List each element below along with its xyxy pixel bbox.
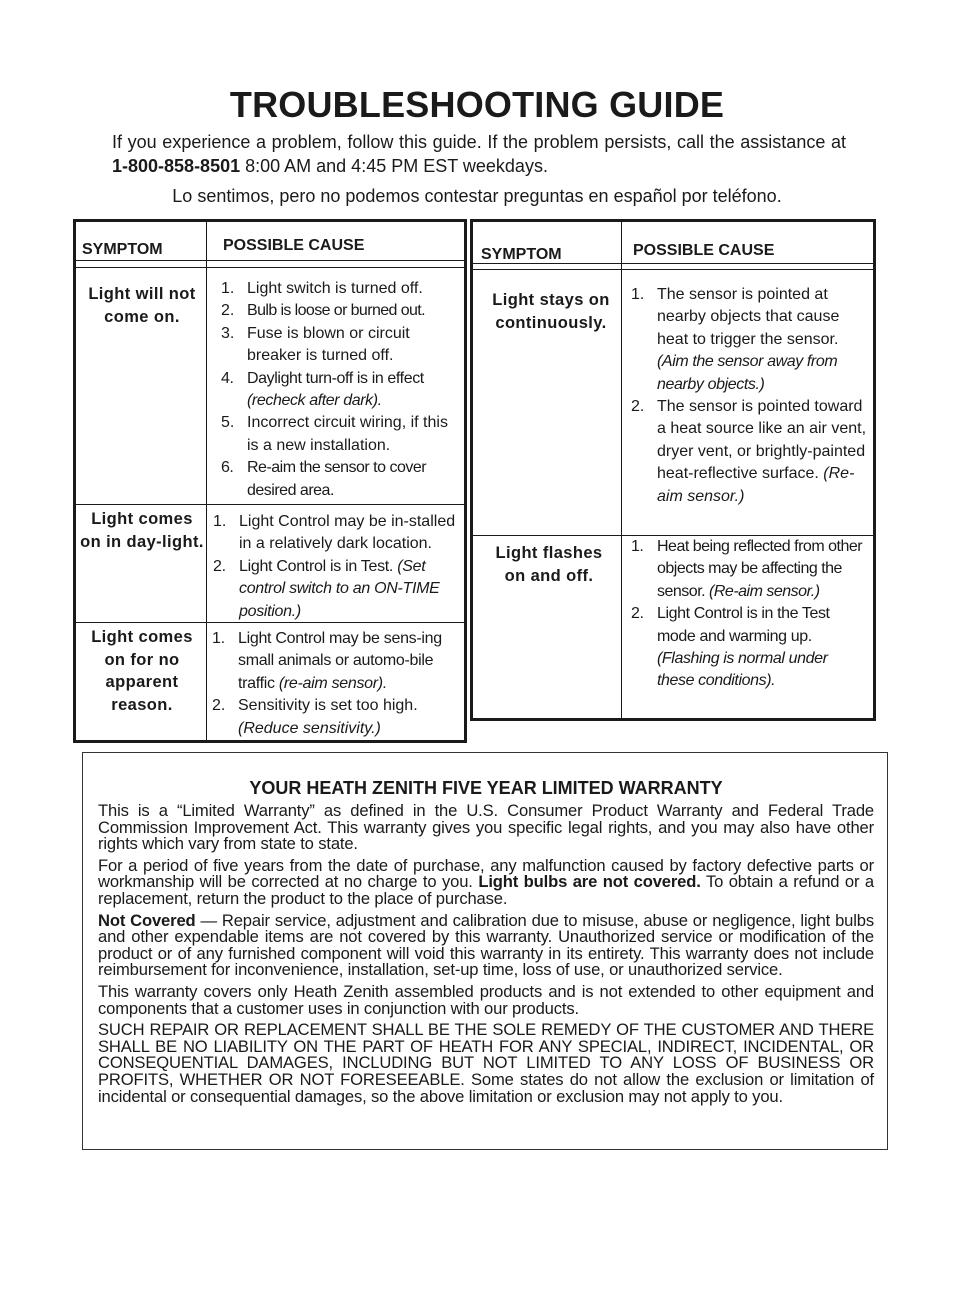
- left-cause-header: POSSIBLE CAUSE: [223, 237, 365, 254]
- list-item: 3. Fuse is blown or circuit breaker is turned off.: [221, 324, 410, 365]
- right-column-divider: [621, 222, 622, 718]
- left-troubleshooting-table: [73, 219, 467, 743]
- list-item: 1. Light Control may be sens-ing small animals or automo-bile traffic (re-aim sensor).: [212, 630, 442, 692]
- intro-text: If you experience a problem, follow this guide. If the problem persists, call the assistance at: [112, 132, 846, 152]
- left-header-rule-2: [76, 267, 464, 268]
- warranty-paragraph-5: SUCH REPAIR OR REPLACEMENT SHALL BE THE SOLE REMEDY OF THE CUSTOMER AND THERE SHALL BE NO LIABILITY ON THE PART OF HEATH FOR ANY SPECIAL, INDIRECT, INCIDENTAL, OR CONSEQUENTIAL DAMAGES, INCLUDING BUT NOT LIMITED TO ANY LOSS OF BUSINESS OR PROFITS, WHETHER OR NOT FORESEEABLE. Some states do not allow the exclusion or limitation of incidental or consequential damages, so the above limitation or exclusion may not apply to you.: [98, 1020, 874, 1106]
- intro-hours: 8:00 AM and 4:45 PM EST weekdays.: [240, 156, 548, 176]
- spanish-note: Lo sentimos, pero no podemos contestar preguntas en español por teléfono.: [172, 186, 782, 206]
- intro-paragraph: [112, 130, 846, 178]
- right-header-rule-2: [473, 269, 873, 270]
- list-item: 2. Light Control is in Test. (Set control switch to an ON-TIME position.): [213, 557, 440, 620]
- list-item: 1. Light Control may be in-stalled in a relatively dark location.: [213, 513, 456, 553]
- list-item: 5. Incorrect circuit wiring, if this is a new installation.: [221, 414, 448, 454]
- list-item: 1. Heat being reflected from other objects may be affecting the sensor. (Re-aim sensor.): [631, 538, 863, 600]
- causes-light-will-not-come-on: [221, 278, 457, 502]
- list-item: 2. Bulb is loose or burned out.: [221, 302, 425, 320]
- causes-light-comes-on-for-no-reason: [212, 628, 460, 740]
- list-item: 2. Light Control is in the Test mode and warming up. (Flashing is normal under these conditions).: [631, 605, 830, 690]
- left-symptom-header: SYMPTOM: [82, 241, 163, 258]
- list-item: 2. Sensitivity is set too high. (Reduce sensitivity.): [212, 697, 418, 737]
- left-column-divider: [206, 222, 207, 740]
- bulbs-not-covered: Light bulbs are not covered.: [478, 872, 701, 892]
- left-row-rule-1: [76, 504, 464, 505]
- symptom-light-comes-on-for-no-reason: Light comes on for no apparent reason.: [91, 628, 193, 714]
- right-cause-header: POSSIBLE CAUSE: [633, 242, 775, 259]
- phone-number: 1-800-858-8501: [112, 156, 241, 176]
- not-covered-label: Not Covered: [98, 910, 196, 930]
- symptom-light-comes-on-in-daylight: Light comes on in day-light.: [80, 510, 204, 551]
- page-title: TROUBLESHOOTING GUIDE: [229, 84, 725, 125]
- causes-light-stays-on: [631, 284, 867, 508]
- warranty-paragraph-1: This is a “Limited Warranty” as defined in the U.S. Consumer Product Warranty and Federal Trade Commission Improvement Act. This warranty gives you specific legal rights, and you may also have other rights which vary from state to state.: [98, 801, 874, 854]
- right-symptom-header: SYMPTOM: [481, 246, 562, 263]
- warranty-paragraph-4: This warranty covers only Heath Zenith assembled products and is not extended to other equipment and components that a customer uses in conjunction with our products.: [98, 981, 874, 1018]
- symptom-light-flashes: Light flashes on and off.: [495, 544, 603, 585]
- list-item: 4. Daylight turn-off is in effect (recheck after dark).: [221, 369, 424, 410]
- warranty-paragraph-2: For a period of five years from the date of purchase, any malfunction caused by factory defective parts or workmanship will be corrected at no charge to you. Light bulbs are not covered. To obtain a refund or a replacement, return the product to the place of purchase.: [98, 855, 874, 908]
- list-item: 6. Re-aim the sensor to cover desired area.: [221, 459, 427, 499]
- symptom-light-stays-on: Light stays on continuously.: [492, 291, 610, 332]
- warranty-paragraph-3: Not Covered — Repair service, adjustment and calibration due to misuse, abuse or negligence, light bulbs and other expendable items are not covered by this warranty. Unauthorized service or modification of the product or of any furnished component will void this warranty in its entirety. This warranty does not include reimbursement for inconvenience, installation, set-up time, loss of use, or unauthorized service.: [98, 910, 874, 980]
- list-item: 2. The sensor is pointed toward a heat source like an air vent, dryer vent, or brightly-painted heat-reflective surface. (Re-aim sensor.): [631, 398, 867, 505]
- causes-light-comes-on-in-daylight: [213, 511, 457, 623]
- warranty-box: [82, 752, 888, 1150]
- symptom-light-will-not-come-on: Light will not come on.: [88, 285, 196, 326]
- list-item: 1. Light switch is turned off.: [221, 280, 423, 297]
- right-troubleshooting-table: [470, 219, 876, 721]
- warranty-title: YOUR HEATH ZENITH FIVE YEAR LIMITED WARRANTY: [249, 778, 723, 798]
- causes-light-flashes: [631, 536, 867, 693]
- list-item: 1. The sensor is pointed at nearby objects that cause heat to trigger the sensor. (Aim the sensor away from nearby objects.): [631, 286, 840, 393]
